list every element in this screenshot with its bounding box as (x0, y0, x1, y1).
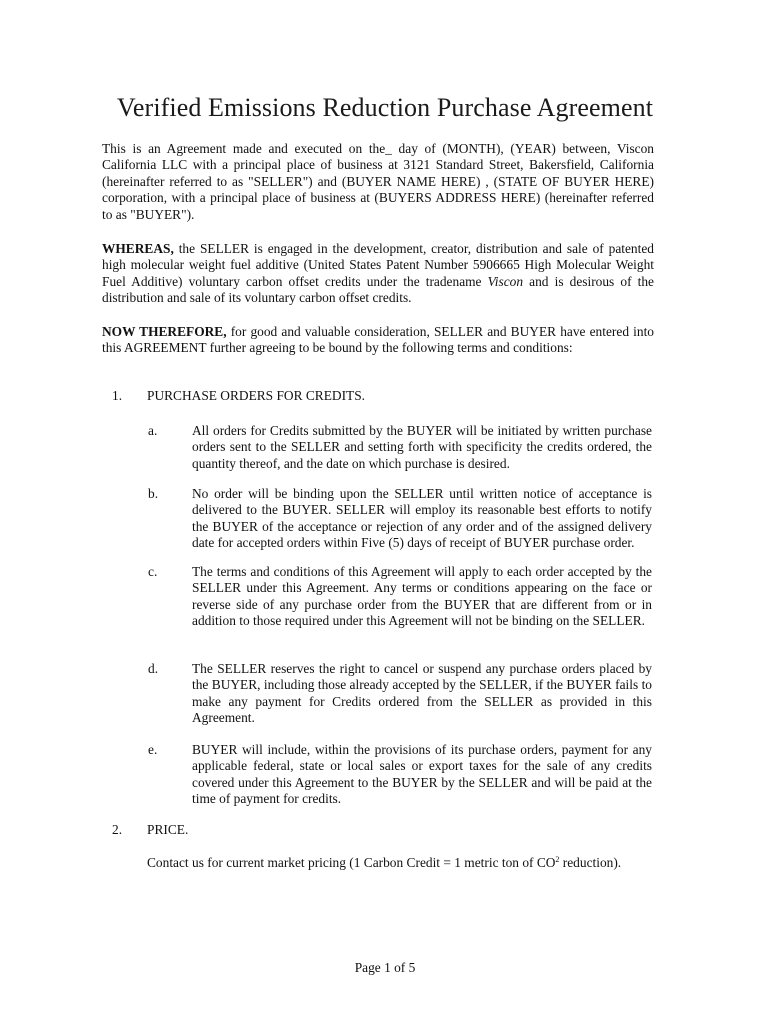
page-footer: Page 1 of 5 (354, 960, 416, 975)
item-c-text: The terms and conditions of this Agreement will apply to each order accepted by the SELLER under this Agreement. Any terms or conditions appearing on the face or reverse side of any purchase order from the BUYER that are different from or in addition to those required under this Agreement will not be binding on the SELLER. (192, 564, 652, 629)
section-1-number: 1. (112, 388, 123, 403)
price-text-before: Contact us for current market pricing (1 Carbon Credit = 1 metric ton of CO (147, 855, 556, 870)
intro-paragraph: This is an Agreement made and executed on the_ day of (MONTH), (YEAR) between, Viscon California LLC with a principal place of business at 3121 Standard Street, Bakersfield, California (hereinafter referred to as "SELLER") and (BUYER NAME HERE) , (STATE OF BUYER HERE) corporation, with a principal place of business at (BUYERS ADDRESS HERE) (hereinafter referred to as "BUYER"). (102, 141, 654, 222)
price-paragraph (147, 855, 667, 871)
item-a-letter: a. (148, 423, 158, 438)
whereas-paragraph (102, 241, 654, 307)
item-d-letter: d. (148, 661, 159, 676)
price-superscript: 2 (555, 855, 560, 864)
now-therefore-lead: NOW THEREFORE, (102, 324, 227, 339)
item-b-letter: b. (148, 486, 159, 501)
now-therefore-paragraph (102, 324, 654, 357)
whereas-text-before: the SELLER is engaged in the development, creator, distribution and sale of patented high molecular weight fuel additive (United States Patent Number 5906665 High Molecular Weight Fuel Additive) voluntary carbon offset credits under the tradename (102, 241, 654, 289)
whereas-lead: WHEREAS, (102, 241, 174, 256)
item-c-letter: c. (148, 564, 158, 579)
section-1-title: PURCHASE ORDERS FOR CREDITS. (147, 388, 366, 403)
item-a-text: All orders for Credits submitted by the BUYER will be initiated by written purchase orders sent to the SELLER and setting forth with specificity the credits ordered, the quantity thereof, and the date on which purchase is desired. (192, 423, 652, 471)
item-b-text: No order will be binding upon the SELLER until written notice of acceptance is delivered to the BUYER. SELLER will employ its reasonable best efforts to notify the BUYER of the acceptance or rejection of any order and of the assigned delivery date for accepted orders within Five (5) days of receipt of BUYER purchase order. (192, 486, 652, 551)
item-d-text: The SELLER reserves the right to cancel or suspend any purchase orders placed by the BUYER, including those already accepted by the SELLER, if the BUYER fails to make any payment for Credits ordered from the SELLER as provided in this Agreement. (192, 661, 652, 726)
item-e-letter: e. (148, 742, 158, 757)
document-title: Verified Emissions Reduction Purchase Agreement (116, 93, 654, 122)
price-text-after: reduction). (559, 855, 622, 870)
whereas-tradename: Viscon (487, 273, 524, 289)
section-2-number: 2. (112, 822, 123, 837)
whereas-text-after: and is desirous of the distribution and sale of its voluntary carbon offset credits. (102, 273, 654, 306)
item-e-text: BUYER will include, within the provisions of its purchase orders, payment for any applicable federal, state or local sales or export taxes for the sale of any credits covered under this Agreement to the BUYER by the SELLER and will be paid at the time of payment for credits. (192, 742, 652, 807)
section-2-title: PRICE. (147, 822, 189, 837)
now-therefore-text: for good and valuable consideration, SELLER and BUYER have entered into this AGREEMENT further agreeing to be bound by the following terms and conditions: (102, 324, 654, 356)
